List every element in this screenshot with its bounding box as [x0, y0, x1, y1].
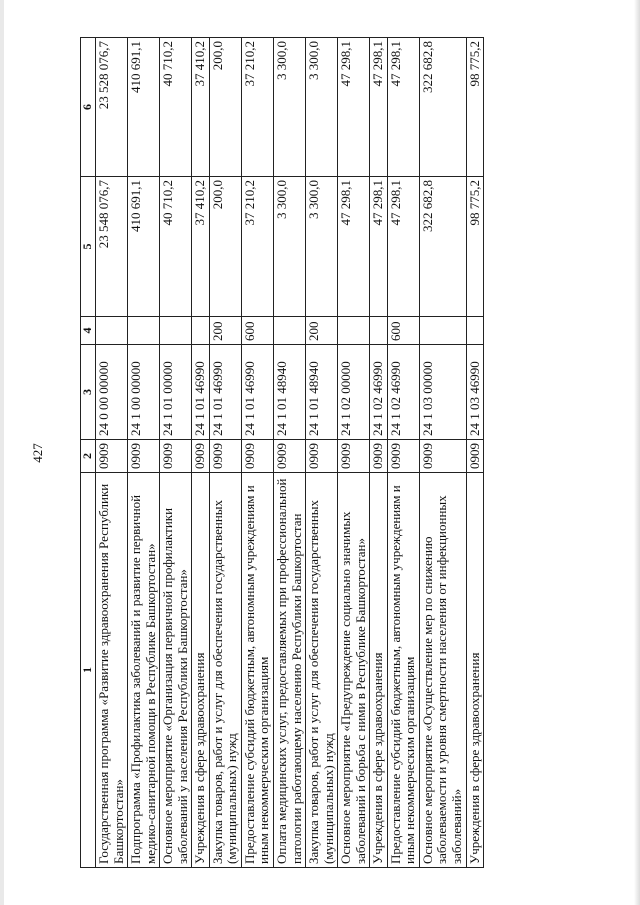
- row-expense-type: [192, 317, 210, 345]
- row-name: Государственная программа «Развитие здравоохранения Республики Башкортостан»: [96, 473, 128, 868]
- row-amount-2: 98 775,2: [466, 38, 484, 177]
- table-row: [128, 38, 160, 868]
- column-header-4: 4: [81, 317, 96, 345]
- row-section-code: 0909: [241, 440, 273, 473]
- row-amount-2: 37 210,2: [241, 38, 273, 177]
- row-section-code: 0909: [274, 440, 306, 473]
- row-amount: 410 691,1: [128, 177, 160, 317]
- row-target-article: 24 1 02 46990: [370, 345, 388, 440]
- row-section-code: 0909: [209, 440, 241, 473]
- row-amount-2: 37 410,2: [192, 38, 210, 177]
- row-amount: 40 710,2: [160, 177, 192, 317]
- row-name: Оплата медицинских услуг, предоставляемых при профессиональной патологии работающему населению Республики Башкортостан: [274, 473, 306, 868]
- row-target-article: 24 1 02 46990: [387, 345, 419, 440]
- column-header-2: 2: [81, 440, 96, 473]
- row-amount-2: 23 528 076,7: [96, 38, 128, 177]
- row-amount-2: 410 691,1: [128, 38, 160, 177]
- row-name: Предоставление субсидий бюджетным, автономным учреждениям и иным некоммерческим организациям: [387, 473, 419, 868]
- budget-table: [80, 37, 484, 868]
- row-name: Предоставление субсидий бюджетным, автономным учреждениям и иным некоммерческим организациям: [241, 473, 273, 868]
- row-section-code: 0909: [160, 440, 192, 473]
- row-target-article: 24 1 01 46990: [209, 345, 241, 440]
- page-number: 427: [30, 443, 45, 463]
- row-section-code: 0909: [128, 440, 160, 473]
- row-expense-type: [160, 317, 192, 345]
- header-row: [81, 38, 96, 868]
- row-expense-type: [96, 317, 128, 345]
- row-section-code: 0909: [370, 440, 388, 473]
- row-amount: 98 775,2: [466, 177, 484, 317]
- budget-table-sheet: [80, 38, 580, 868]
- row-amount-2: 3 300,0: [274, 38, 306, 177]
- row-amount: 47 298,1: [338, 177, 370, 317]
- row-target-article: 24 1 01 48940: [306, 345, 338, 440]
- column-header-5: 5: [81, 177, 96, 317]
- row-amount: 3 300,0: [306, 177, 338, 317]
- column-header-6: 6: [81, 38, 96, 177]
- row-target-article: 24 0 00 00000: [96, 345, 128, 440]
- row-name: Учреждения в сфере здравоохранения: [192, 473, 210, 868]
- row-amount: 3 300,0: [274, 177, 306, 317]
- row-name: Основное мероприятие «Осуществление мер по снижению заболеваемости и уровня смертности населения от инфекционных заболеваний»: [419, 473, 466, 868]
- row-amount: 37 210,2: [241, 177, 273, 317]
- row-name: Закупка товаров, работ и услуг для обеспечения государственных (муниципальных) нужд: [306, 473, 338, 868]
- row-amount: 47 298,1: [387, 177, 419, 317]
- row-section-code: 0909: [466, 440, 484, 473]
- table-row: [306, 38, 338, 868]
- row-expense-type: [370, 317, 388, 345]
- row-target-article: 24 1 02 00000: [338, 345, 370, 440]
- row-target-article: 24 1 01 00000: [160, 345, 192, 440]
- row-target-article: 24 1 01 48940: [274, 345, 306, 440]
- row-amount-2: 47 298,1: [370, 38, 388, 177]
- table-row: [466, 38, 484, 868]
- row-amount-2: 47 298,1: [338, 38, 370, 177]
- row-name: Закупка товаров, работ и услуг для обеспечения государственных (муниципальных) нужд: [209, 473, 241, 868]
- row-amount-2: 3 300,0: [306, 38, 338, 177]
- column-header-1: 1: [81, 473, 96, 868]
- row-target-article: 24 1 03 46990: [466, 345, 484, 440]
- row-target-article: 24 1 01 46990: [192, 345, 210, 440]
- row-section-code: 0909: [96, 440, 128, 473]
- table-row: [338, 38, 370, 868]
- row-expense-type: [466, 317, 484, 345]
- table-row: [241, 38, 273, 868]
- table-row: [370, 38, 388, 868]
- row-name: Подпрограмма «Профилактика заболеваний и развитие первичной медико-санитарной помощи в Республике Башкортостан»: [128, 473, 160, 868]
- row-amount-2: 47 298,1: [387, 38, 419, 177]
- scan-edge-right: [634, 0, 640, 905]
- table-row: [387, 38, 419, 868]
- row-name: Учреждения в сфере здравоохранения: [466, 473, 484, 868]
- row-section-code: 0909: [338, 440, 370, 473]
- row-expense-type: 600: [387, 317, 419, 345]
- row-expense-type: [338, 317, 370, 345]
- row-amount: 200,0: [209, 177, 241, 317]
- row-name: Учреждения в сфере здравоохранения: [370, 473, 388, 868]
- row-expense-type: 200: [209, 317, 241, 345]
- row-target-article: 24 1 00 00000: [128, 345, 160, 440]
- row-amount: 47 298,1: [370, 177, 388, 317]
- column-header-3: 3: [81, 345, 96, 440]
- row-target-article: 24 1 03 00000: [419, 345, 466, 440]
- row-expense-type: 200: [306, 317, 338, 345]
- row-amount: 23 548 076,7: [96, 177, 128, 317]
- table-row: [96, 38, 128, 868]
- row-expense-type: [419, 317, 466, 345]
- row-section-code: 0909: [419, 440, 466, 473]
- row-target-article: 24 1 01 46990: [241, 345, 273, 440]
- row-expense-type: [128, 317, 160, 345]
- row-name: Основное мероприятие «Организация первичной профилактики заболеваний у населения Республики Башкортостан»: [160, 473, 192, 868]
- row-section-code: 0909: [387, 440, 419, 473]
- row-name: Основное мероприятие «Предупреждение социально значимых заболеваний и борьба с ними в Республике Башкортостан»: [338, 473, 370, 868]
- row-amount-2: 322 682,8: [419, 38, 466, 177]
- table-row: [419, 38, 466, 868]
- table-row: [274, 38, 306, 868]
- row-expense-type: [274, 317, 306, 345]
- table-row: [192, 38, 210, 868]
- row-amount-2: 40 710,2: [160, 38, 192, 177]
- row-section-code: 0909: [192, 440, 210, 473]
- row-amount: 37 410,2: [192, 177, 210, 317]
- table-row: [160, 38, 192, 868]
- row-section-code: 0909: [306, 440, 338, 473]
- row-expense-type: 600: [241, 317, 273, 345]
- row-amount: 322 682,8: [419, 177, 466, 317]
- row-amount-2: 200,0: [209, 38, 241, 177]
- scan-edge-left: [0, 0, 4, 905]
- table-row: [209, 38, 241, 868]
